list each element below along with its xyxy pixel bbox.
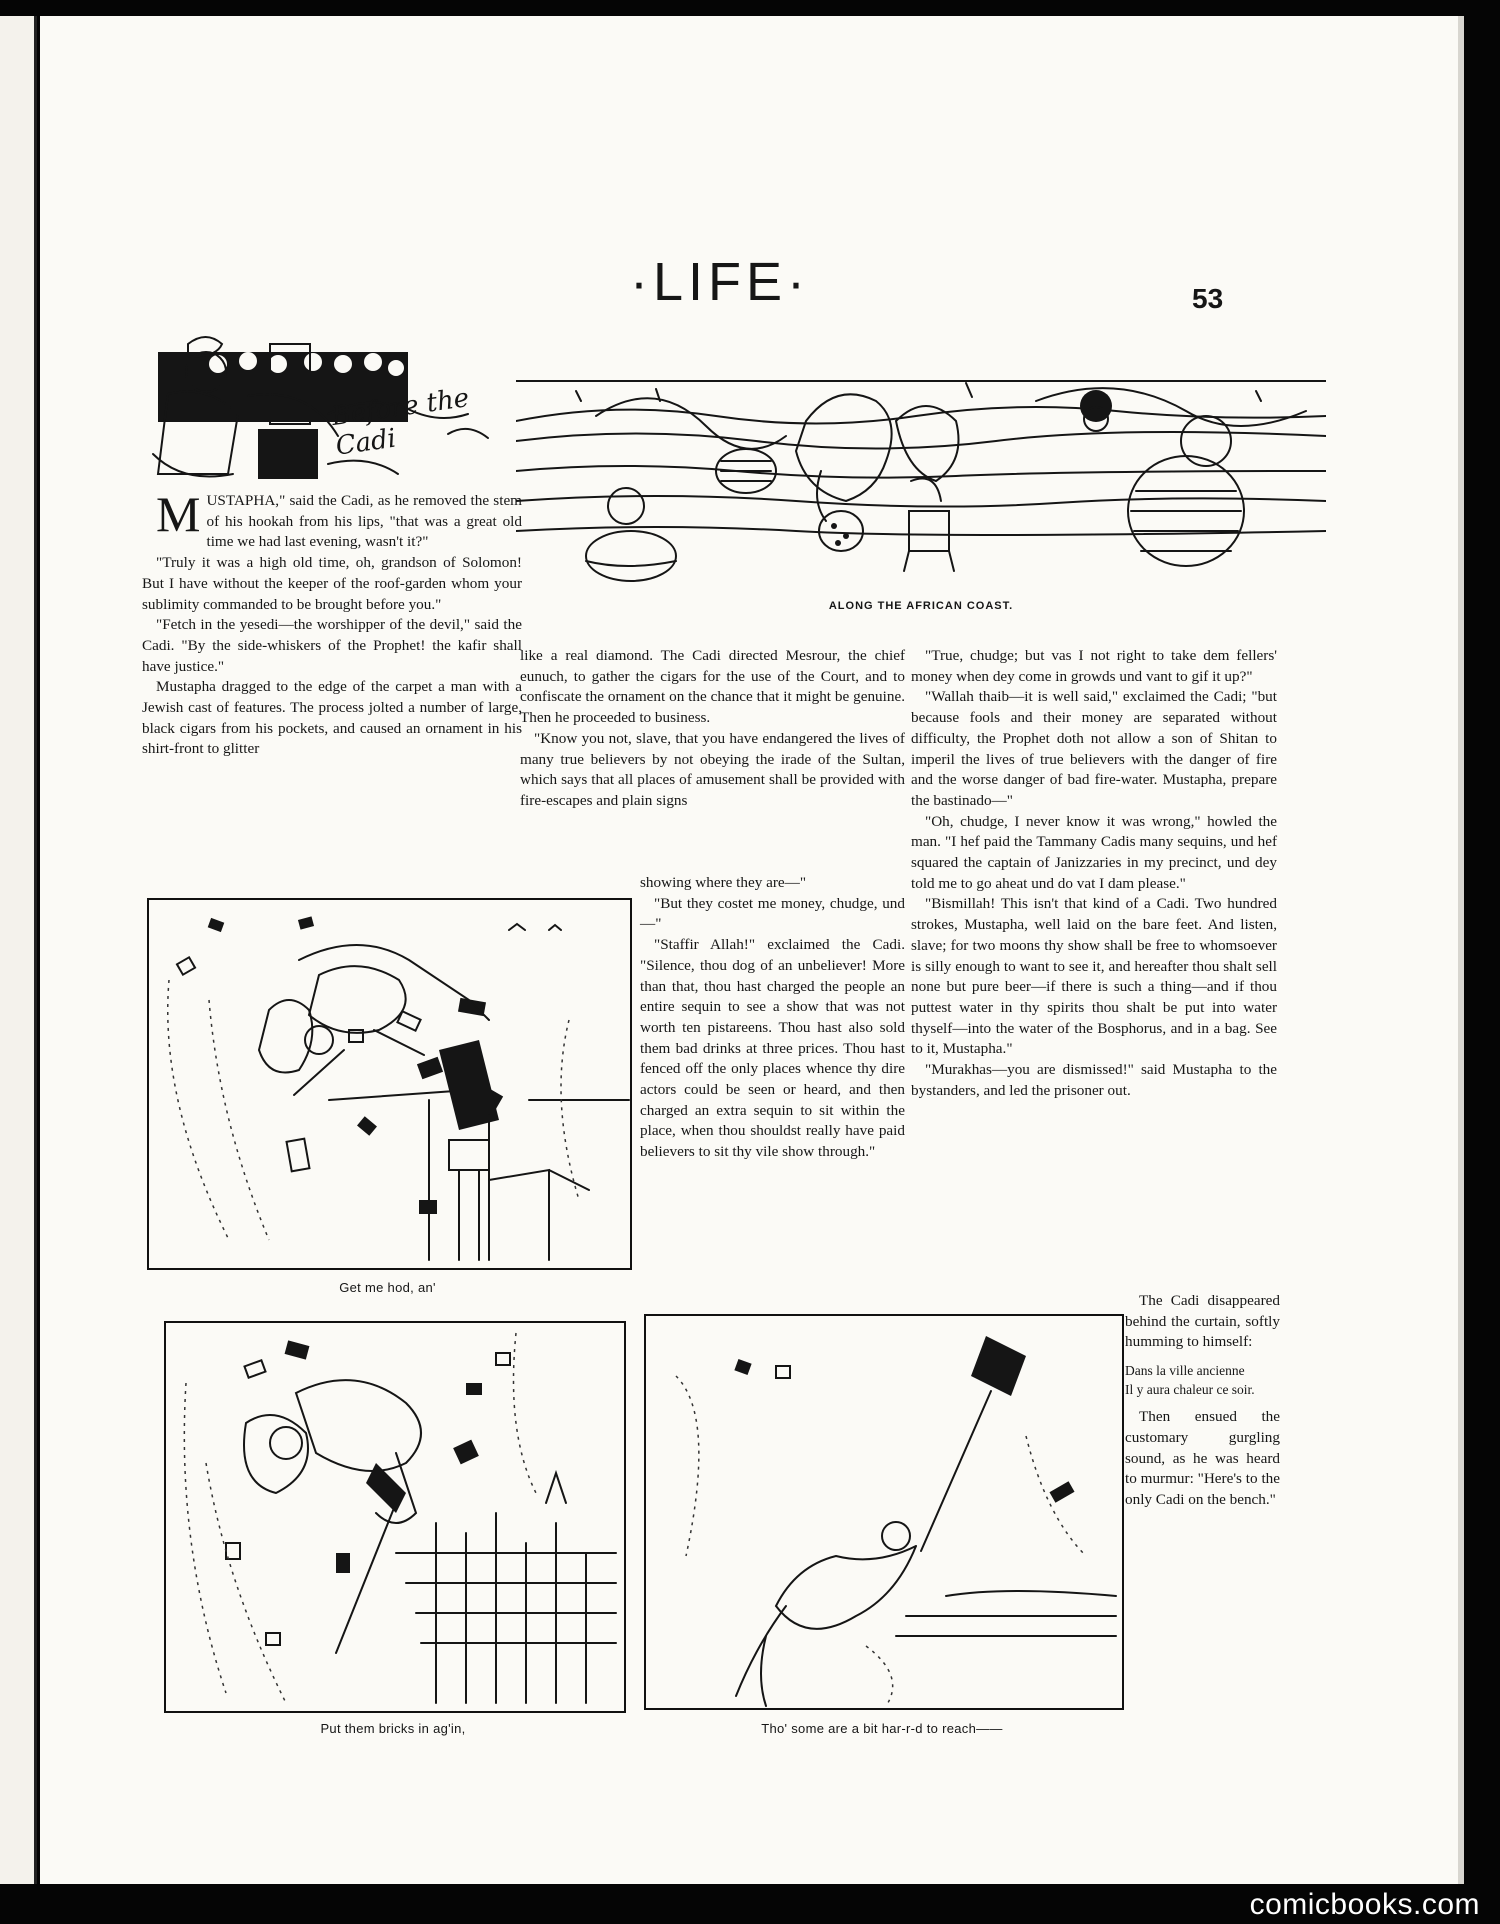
coast-cartoon (516, 361, 1326, 589)
comic-panel-3 (644, 1314, 1124, 1710)
magazine-page (40, 16, 1458, 1884)
song-line: Dans la ville ancienne (1125, 1363, 1245, 1379)
paragraph: Mustapha dragged to the edge of the carpet a man with a Jewish cast of features. The process jolted a number of large, black cigars from his pockets, and caused an ornament in his shirt-front to glitter (142, 678, 522, 758)
headpiece-lettering: Before the Cadi (329, 383, 472, 462)
paragraph: "Know you not, slave, that you have endangered the lives of many true believers by not obeying the irade of the Sultan, which says that all places of amusement shall be provided with fire-escapes and plain signs (520, 729, 905, 809)
story-column-1 (142, 486, 522, 760)
paragraph: "But they costet me money, chudge, und—" (640, 894, 905, 933)
headpiece-illustration (148, 334, 520, 494)
story-column-2-lower (640, 873, 905, 1163)
paragraph: showing where they are—" (640, 874, 807, 891)
story-column-3 (911, 646, 1277, 1101)
panel-1-drawing (149, 900, 630, 1268)
paragraph: "Fetch in the yesedi—the worshipper of the devil," said the Cadi. "By the side-whiskers of the Prophet! the kafir shall have justice." (142, 616, 522, 675)
page-edge (1458, 16, 1464, 1884)
coast-drawing (516, 361, 1326, 589)
comic-panel-2 (164, 1321, 626, 1713)
drop-cap: M (156, 486, 201, 542)
caption-panel-3: Tho' some are a bit har-r-d to reach—— (761, 1721, 1003, 1736)
panel-2-drawing (166, 1323, 624, 1711)
paragraph: "Bismillah! This isn't that kind of a Cadi. Two hundred strokes, Mustapha, well laid on the bare feet. And listen, slave; for two moons thy show shall be free to whomsoever is silly enough to want to see it, and hereafter thou shalt sell none but pure beer—if there is such a thing—and if thou puttest water in thy spirits thou shalt be put into water thyself—into the water of the Bosphorus, and in a bag. See to it, Mustapha." (911, 895, 1277, 1058)
panel-3-drawing (646, 1316, 1122, 1708)
paragraph: "Oh, chudge, I never know it was wrong," howled the man. "I hef paid the Tammany Cadis many sequins, und hef squared the captain of Janizzaries in my precinct, und dey told me to go aheat und do vat I dam please." (911, 812, 1277, 892)
paragraph: USTAPHA," said the Cadi, as he removed the stem of his hookah from his lips, "that was a great old time we had last evening, wasn't it?" (206, 492, 522, 551)
story-column-4 (1125, 1291, 1280, 1511)
paragraph: "Wallah thaib—it is well said," exclaimed the Cadi; "but because fools and their money are separated without difficulty, the Prophet doth not allow a son of Shitan to imperil the lives of true believers with the danger of fire and the worse danger of bad fire-water. Mustapha, prepare the bastinado—" (911, 688, 1277, 809)
song-line: Il y aura chaleur ce soir. (1125, 1382, 1255, 1398)
facing-page-edge (0, 16, 37, 1884)
page-number: 53 (1192, 283, 1224, 314)
paragraph: "Staffir Allah!" exclaimed the Cadi. "Silence, thou dog of an unbeliever! More than that, thou hast charged the people an entire sequin to see a show that was not worth ten pistareens. Thou hast also sold them bad drinks at three prices. Thou hast fenced off the only places whence thy dire actors could be seen or heard, and then charged an extra sequin to sit within the place, when thou shouldst really have paid believers to sit thy vile show through." (640, 936, 905, 1161)
comic-panel-1 (147, 898, 632, 1270)
masthead: ·LIFE· (629, 252, 810, 312)
paragraph: "Murakhas—you are dismissed!" said Mustapha to the bystanders, and led the prisoner out. (911, 1061, 1277, 1099)
caption-coast: ALONG THE AFRICAN COAST. (828, 600, 1014, 612)
paragraph: The Cadi disappeared behind the curtain, softly humming to himself: (1125, 1292, 1280, 1351)
paragraph: "Truly it was a high old time, oh, grandson of Solomon! But I have without the keeper of the roof-garden whom your sublimity commanded to be brought before you." (142, 554, 522, 613)
watermark: comicbooks.com (1249, 1888, 1480, 1921)
paragraph: Then ensued the customary gurgling sound, as he was heard to murmur: "Here's to the only Cadi on the bench." (1125, 1408, 1280, 1508)
paragraph: like a real diamond. The Cadi directed Mesrour, the chief eunuch, to gather the cigars for the use of the Court, and to confiscate the ornament on the chance that it might be genuine. Then he proceeded to business. (520, 647, 905, 727)
paragraph: "True, chudge; but vas I not right to take dem fellers' money when dey come in growds und vant to gif it up?" (911, 647, 1277, 685)
caption-panel-1: Get me hod, an' (339, 1280, 436, 1295)
story-column-2 (520, 646, 905, 812)
song-lyrics (1125, 1361, 1280, 1399)
caption-panel-2: Put them bricks in ag'in, (320, 1721, 466, 1736)
